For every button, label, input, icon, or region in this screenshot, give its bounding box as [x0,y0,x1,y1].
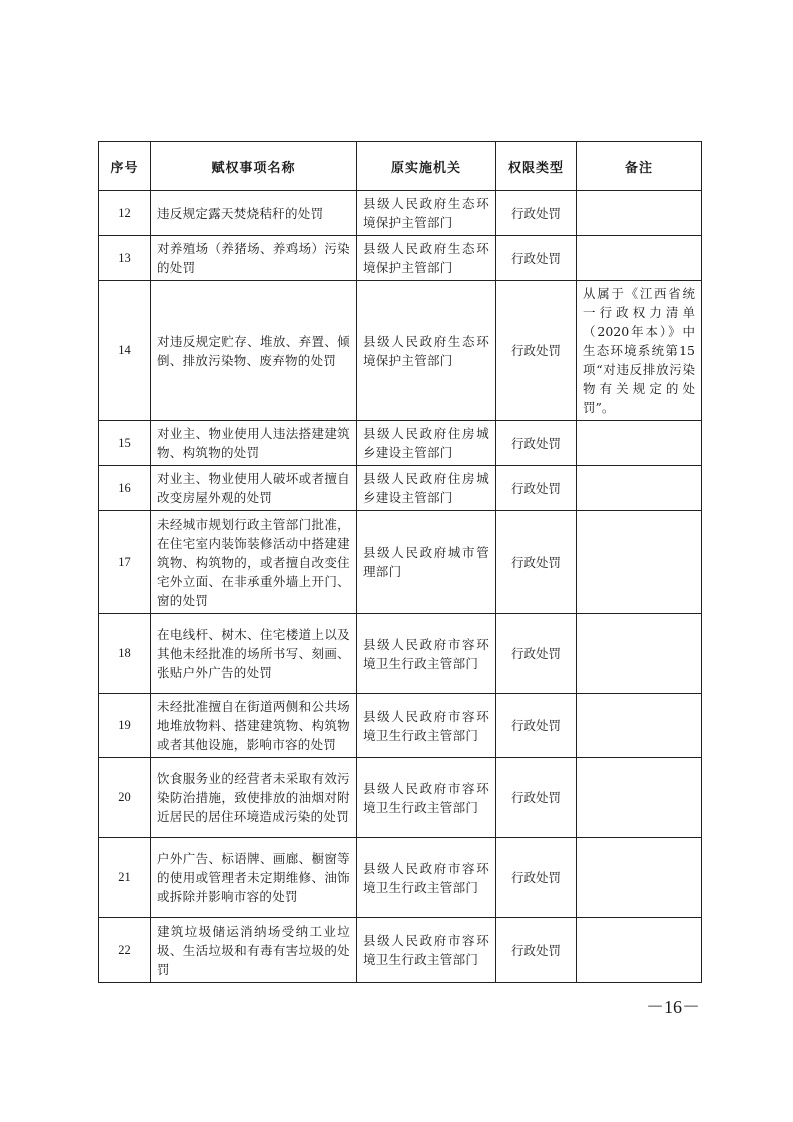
row-remarks-cell [577,511,702,614]
row-item-name-cell: 未经城市规划行政主管部门批准，在住宅室内装饰装修活动中搭建建筑物、构筑物的，或者擅自改变住宅外立面、在非承重外墙上开门、窗的处罚 [151,511,357,614]
row-authority-cell: 县级人民政府市容环境卫生行政主管部门 [357,694,496,758]
row-authority-cell: 县级人民政府生态环境保护主管部门 [357,191,496,236]
row-item-name-cell: 在电线杆、树木、住宅楼道上以及其他未经批准的场所书写、刻画、张贴户外广告的处罚 [151,614,357,694]
row-authority-cell: 县级人民政府城市管理部门 [357,511,496,614]
row-item-name-cell: 对业主、物业使用人破坏或者擅自改变房屋外观的处罚 [151,466,357,511]
row-item-name-cell: 户外广告、标语牌、画廊、橱窗等的使用或管理者未定期维修、油饰或拆除并影响市容的处罚 [151,838,357,918]
row-remarks-cell [577,694,702,758]
row-item-name-cell: 对养殖场（养猪场、养鸡场）污染的处罚 [151,236,357,281]
row-remarks-cell [577,421,702,466]
row-seq-cell: 21 [99,838,151,918]
table-row [99,614,702,694]
row-seq-cell: 15 [99,421,151,466]
header-original-authority: 原实施机关 [357,142,496,191]
row-item-name-cell: 未经批准擅自在街道两侧和公共场地堆放物料、搭建建筑物、构筑物或者其他设施，影响市容的处罚 [151,694,357,758]
row-authority-cell: 县级人民政府生态环境保护主管部门 [357,236,496,281]
row-item-name-cell: 违反规定露天焚烧秸秆的处罚 [151,191,357,236]
row-seq-cell: 14 [99,281,151,421]
row-seq-cell: 22 [99,918,151,983]
row-authority-cell: 县级人民政府市容环境卫生行政主管部门 [357,758,496,838]
row-type-cell: 行政处罚 [496,421,577,466]
row-type-cell: 行政处罚 [496,236,577,281]
powers-table [98,141,702,983]
table-row [99,236,702,281]
row-authority-cell: 县级人民政府住房城乡建设主管部门 [357,421,496,466]
table-row [99,694,702,758]
row-seq-cell: 18 [99,614,151,694]
row-type-cell: 行政处罚 [496,191,577,236]
row-item-name-cell: 饮食服务业的经营者未采取有效污染防治措施，致使排放的油烟对附近居民的居住环境造成污染的处罚 [151,758,357,838]
row-authority-cell: 县级人民政府生态环境保护主管部门 [357,281,496,421]
row-type-cell: 行政处罚 [496,466,577,511]
row-type-cell: 行政处罚 [496,281,577,421]
table-header-row [99,142,702,191]
table-row [99,918,702,983]
row-item-name-cell: 对违反规定贮存、堆放、弃置、倾倒、排放污染物、废弃物的处罚 [151,281,357,421]
table-row [99,421,702,466]
row-remarks-cell [577,236,702,281]
row-remarks-cell [577,758,702,838]
header-remarks: 备注 [577,142,702,191]
row-authority-cell: 县级人民政府住房城乡建设主管部门 [357,466,496,511]
row-type-cell: 行政处罚 [496,918,577,983]
row-type-cell: 行政处罚 [496,838,577,918]
table-row [99,466,702,511]
row-type-cell: 行政处罚 [496,758,577,838]
table-row [99,191,702,236]
row-seq-cell: 12 [99,191,151,236]
row-item-name-cell: 对业主、物业使用人违法搭建建筑物、构筑物的处罚 [151,421,357,466]
header-power-type: 权限类型 [496,142,577,191]
row-item-name-cell: 建筑垃圾储运消纳场受纳工业垃圾、生活垃圾和有毒有害垃圾的处罚 [151,918,357,983]
row-remarks-cell: 从属于《江西省统一行政权力清单（2020年本）》中生态环境系统第15项“对违反排放污染物有关规定的处罚”。 [577,281,702,421]
row-remarks-cell [577,918,702,983]
table-row [99,511,702,614]
row-remarks-cell [577,614,702,694]
row-seq-cell: 20 [99,758,151,838]
row-remarks-cell [577,191,702,236]
header-seq: 序号 [99,142,151,191]
table-row [99,281,702,421]
header-item-name: 赋权事项名称 [151,142,357,191]
table-row [99,838,702,918]
row-authority-cell: 县级人民政府市容环境卫生行政主管部门 [357,838,496,918]
row-remarks-cell [577,466,702,511]
row-seq-cell: 16 [99,466,151,511]
row-seq-cell: 19 [99,694,151,758]
table-row [99,758,702,838]
row-seq-cell: 17 [99,511,151,614]
row-type-cell: 行政处罚 [496,694,577,758]
row-authority-cell: 县级人民政府市容环境卫生行政主管部门 [357,918,496,983]
row-type-cell: 行政处罚 [496,511,577,614]
row-remarks-cell [577,838,702,918]
row-seq-cell: 13 [99,236,151,281]
row-authority-cell: 县级人民政府市容环境卫生行政主管部门 [357,614,496,694]
page-number: －16－ [646,997,700,1017]
row-type-cell: 行政处罚 [496,614,577,694]
